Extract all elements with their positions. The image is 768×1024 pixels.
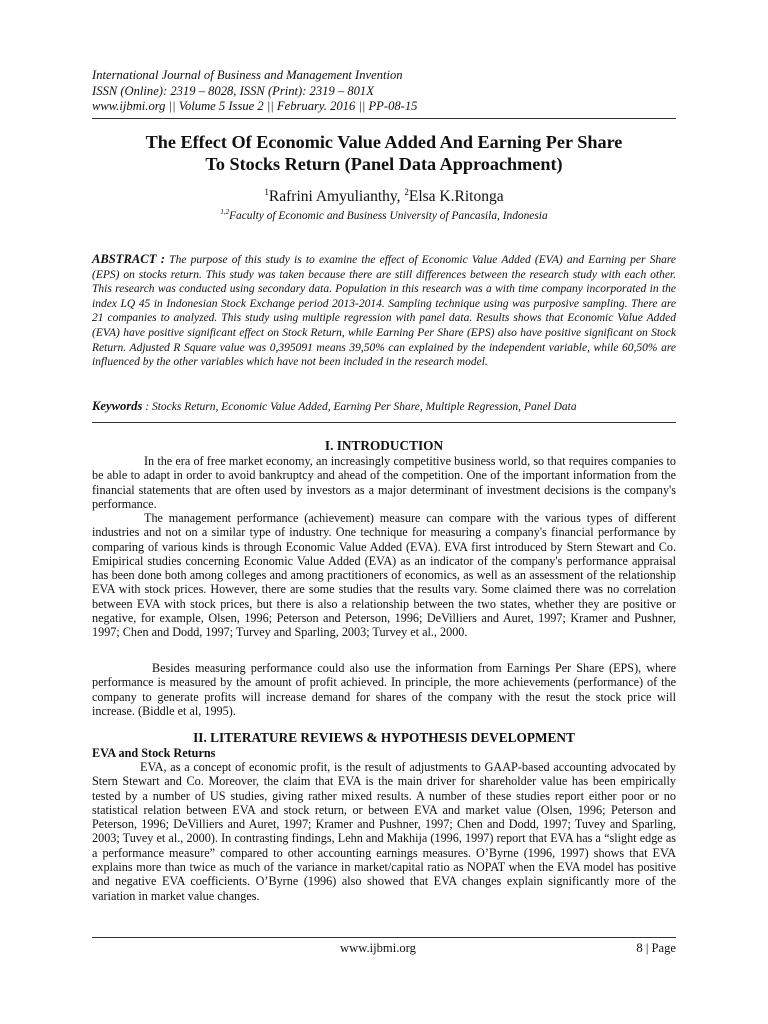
literature-paragraph-1: EVA, as a concept of economic profit, is the result of adjustments to GAAP-based accounting advocated by Stern Stewart and Co. Moreover, the claim that EVA is the main driver for shareholder value has been empirically tested by a number of US studies, giving rather mixed results. A number of these studies report either poor or no statistical relation between EVA and stock return, or between EVA and market value (Olsen, 1996; Peterson and Peterson, 1996; DeVilliers and Auret, 1997; Kramer and Pushner, 1997; Chen and Dodd, 1997; Tuvey and Sparling, 2003; Tuvey et al., 2000). In contrasting findings, Lehn and Makhija (1996, 1997) report that EVA has a “slight edge as a performance measure” compared to other accounting earnings measures. O’Byrne (1996, 1997) shows that EVA explains more than twice as much of the variance in market/capital ratio as NOPAT when the EVA model has positive and negative EVA coefficients. O’Byrne (1996) also showed that EVA changes explain significantly more of the variation in market value changes.: [92, 760, 676, 903]
intro-paragraph-2: The management performance (achievement) measure can compare with the various types of different industries and not on a similar type of industry. One technique for measuring a company's financial performance by comparing of various kinds is through Economic Value Added (EVA). EVA first introduced by Stern Stewart and Co. Emipirical studies concerning Economic Value Added (EVA) as an indicator of the company's performance appraisal has been done both among colleges and among practitioners of economics, as well as an assessment of the relationship EVA with stock prices. However, there are some studies that the results vary. Some claimed there was no correlation between EVA with stock prices, but there is also a relationship between the two states, whether they are positive or negative, for example, Olsen, 1996; Peterson and Peterson, 1996; DeVilliers and Auret, 1997; Kramer and Pushner, 1997; Chen and Dodd, 1997; Turvey and Sparling, 2003; Turvey et al., 2000.: [92, 511, 676, 640]
affiliation-marker: 1,2: [220, 208, 230, 217]
page-number: 8 | Page: [636, 941, 676, 955]
journal-header: [92, 68, 682, 115]
author1-affil-marker: 1: [264, 186, 269, 197]
intro-paragraph-1: In the era of free market economy, an increasingly competitive business world, so that requires companies to be able to adapt in order to avoid bankruptcy and ahead of the competition. One of the important information from the financial statements that are often used by investors as a major determinant of investment decisions is the company's performance.: [92, 454, 676, 511]
keywords-label: Keywords: [92, 399, 143, 413]
section-heading-introduction: I. INTRODUCTION: [324, 438, 444, 453]
subheading-eva-stock-returns: EVA and Stock Returns: [92, 746, 216, 760]
affiliation-text: Faculty of Economic and Business University of Pancasila, Indonesia: [229, 210, 548, 222]
footer-website: www.ijbmi.org: [340, 941, 416, 955]
affiliation: [92, 209, 676, 223]
journal-name: International Journal of Business and Management Invention: [92, 68, 403, 82]
abstract-label: ABSTRACT :: [92, 252, 166, 266]
paper-title: [92, 132, 676, 175]
author2-affil-marker: 2: [404, 186, 409, 197]
intro-paragraph-3: Besides measuring performance could also use the information from Earnings Per Share (EPS), where performance is measured by the amount of profit achieved. In principle, the more achievements (performance) of the company to generate profits will increase demand for shares of the company with the resut the stock price will increase. (Biddle et al, 1995).: [92, 661, 676, 718]
journal-issue: www.ijbmi.org || Volume 5 Issue 2 || February. 2016 || PP-08-15: [92, 99, 418, 114]
author-list: [92, 188, 676, 206]
title-line-1: The Effect Of Economic Value Added And Earning Per Share: [145, 132, 623, 152]
author1-name: Rafrini Amyulianthy,: [268, 188, 405, 205]
keywords-rule: [92, 422, 676, 423]
author2-name: Elsa K.Ritonga: [408, 188, 504, 205]
abstract-text: The purpose of this study is to examine the effect of Economic Value Added (EVA) and Earning per Share (EPS) on stocks return. This study was taken because there are still differences between the research study with each other. This research was conducted using secondary data. Population in this research was a with time company incorporated in the index LQ 45 in Indonesian Stock Exchange period 2013-2014. Sampling technique using was purposive sampling. There are 21 companies to analyzed. This study using multiple regression with panel data. Results shows that Economic Value Added (EVA) have positive significant effect on Stock Return, while Earning Per Share (EPS) also have positive significant on Stock Return. Adjusted R Square value was 0,395091 means 39,50% can explained by the independent variable, while 60,50% are influenced by the other variables which have not been included in the research model.: [92, 254, 677, 369]
keywords: [92, 399, 676, 415]
abstract: [92, 252, 676, 370]
section-heading-literature: II. LITERATURE REVIEWS & HYPOTHESIS DEVELOPMENT: [193, 730, 575, 745]
footer-rule: [92, 937, 676, 938]
journal-issn: ISSN (Online): 2319 – 8028, ISSN (Print): 2319 – 801X: [92, 83, 374, 98]
header-rule: [92, 118, 676, 119]
title-line-2: To Stocks Return (Panel Data Approachment): [205, 153, 563, 174]
keywords-text: : Stocks Return, Economic Value Added, Earning Per Share, Multiple Regression, Panel Data: [145, 401, 577, 413]
